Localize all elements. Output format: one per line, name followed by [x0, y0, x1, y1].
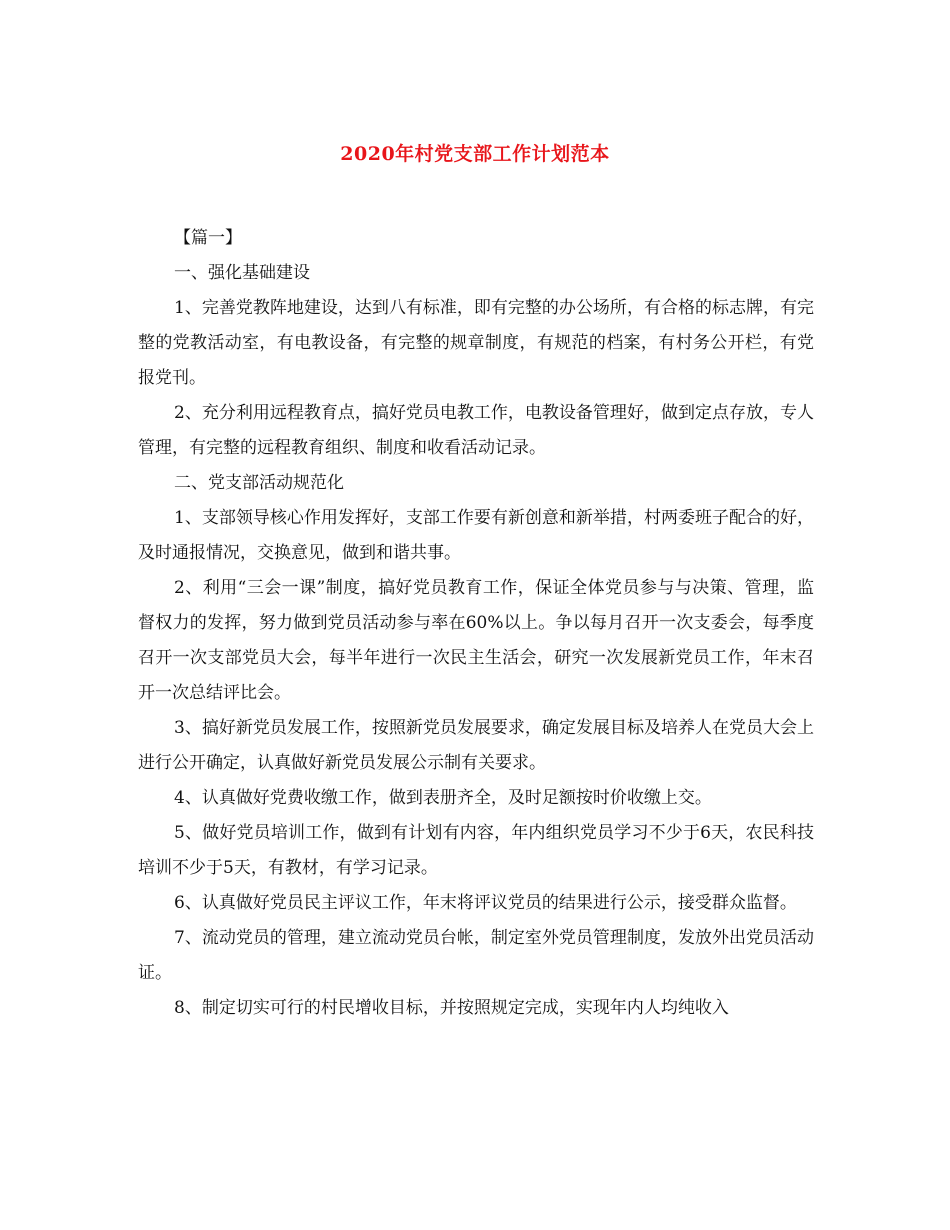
section-label: 【篇一】: [174, 228, 242, 248]
paragraph: 8、制定切实可行的村民增收目标，并按照规定完成，实现年内人均纯收入: [174, 998, 729, 1018]
paragraph: 4、认真做好党费收缴工作，做到表册齐全，及时足额按时价收缴上交。: [174, 788, 712, 808]
paragraph: 1、支部领导核心作用发挥好，支部工作要有新创意和新举措，村两委班子配合的好，及时通报情况，交换意见，做到和谐共事。: [138, 508, 814, 563]
paragraph: 1、完善党教阵地建设，达到八有标准，即有完整的办公场所，有合格的标志牌，有完整的党教活动室，有电教设备，有完整的规章制度，有规范的档案，有村务公开栏，有党报党刊。: [138, 298, 814, 388]
paragraph: 7、流动党员的管理，建立流动党员台帐，制定室外党员管理制度，发放外出党员活动证。: [138, 928, 814, 983]
paragraph: 3、搞好新党员发展工作，按照新党员发展要求，确定发展目标及培养人在党员大会上进行公开确定，认真做好新党员发展公示制有关要求。: [138, 718, 814, 773]
document-body: [138, 221, 814, 1026]
heading-2: 二、党支部活动规范化: [174, 473, 344, 493]
paragraph: 6、认真做好党员民主评议工作，年末将评议党员的结果进行公示，接受群众监督。: [174, 893, 797, 913]
document-title: 2020年村党支部工作计划范本: [340, 143, 610, 165]
paragraph: 2、利用“三会一课”制度，搞好党员教育工作，保证全体党员参与与决策、管理，监督权力的发挥，努力做到党员活动参与率在60%以上。争以每月召开一次支委会，每季度召开一次支部党员大会，每半年进行一次民主生活会，研究一次发展新党员工作，年末召开一次总结评比会。: [138, 578, 814, 703]
paragraph: 5、做好党员培训工作，做到有计划有内容，年内组织党员学习不少于6天，农民科技培训不少于5天，有教材，有学习记录。: [138, 823, 814, 878]
heading-1: 一、强化基础建设: [174, 263, 310, 283]
paragraph: 2、充分利用远程教育点，搞好党员电教工作，电教设备管理好，做到定点存放，专人管理，有完整的远程教育组织、制度和收看活动记录。: [138, 403, 814, 458]
